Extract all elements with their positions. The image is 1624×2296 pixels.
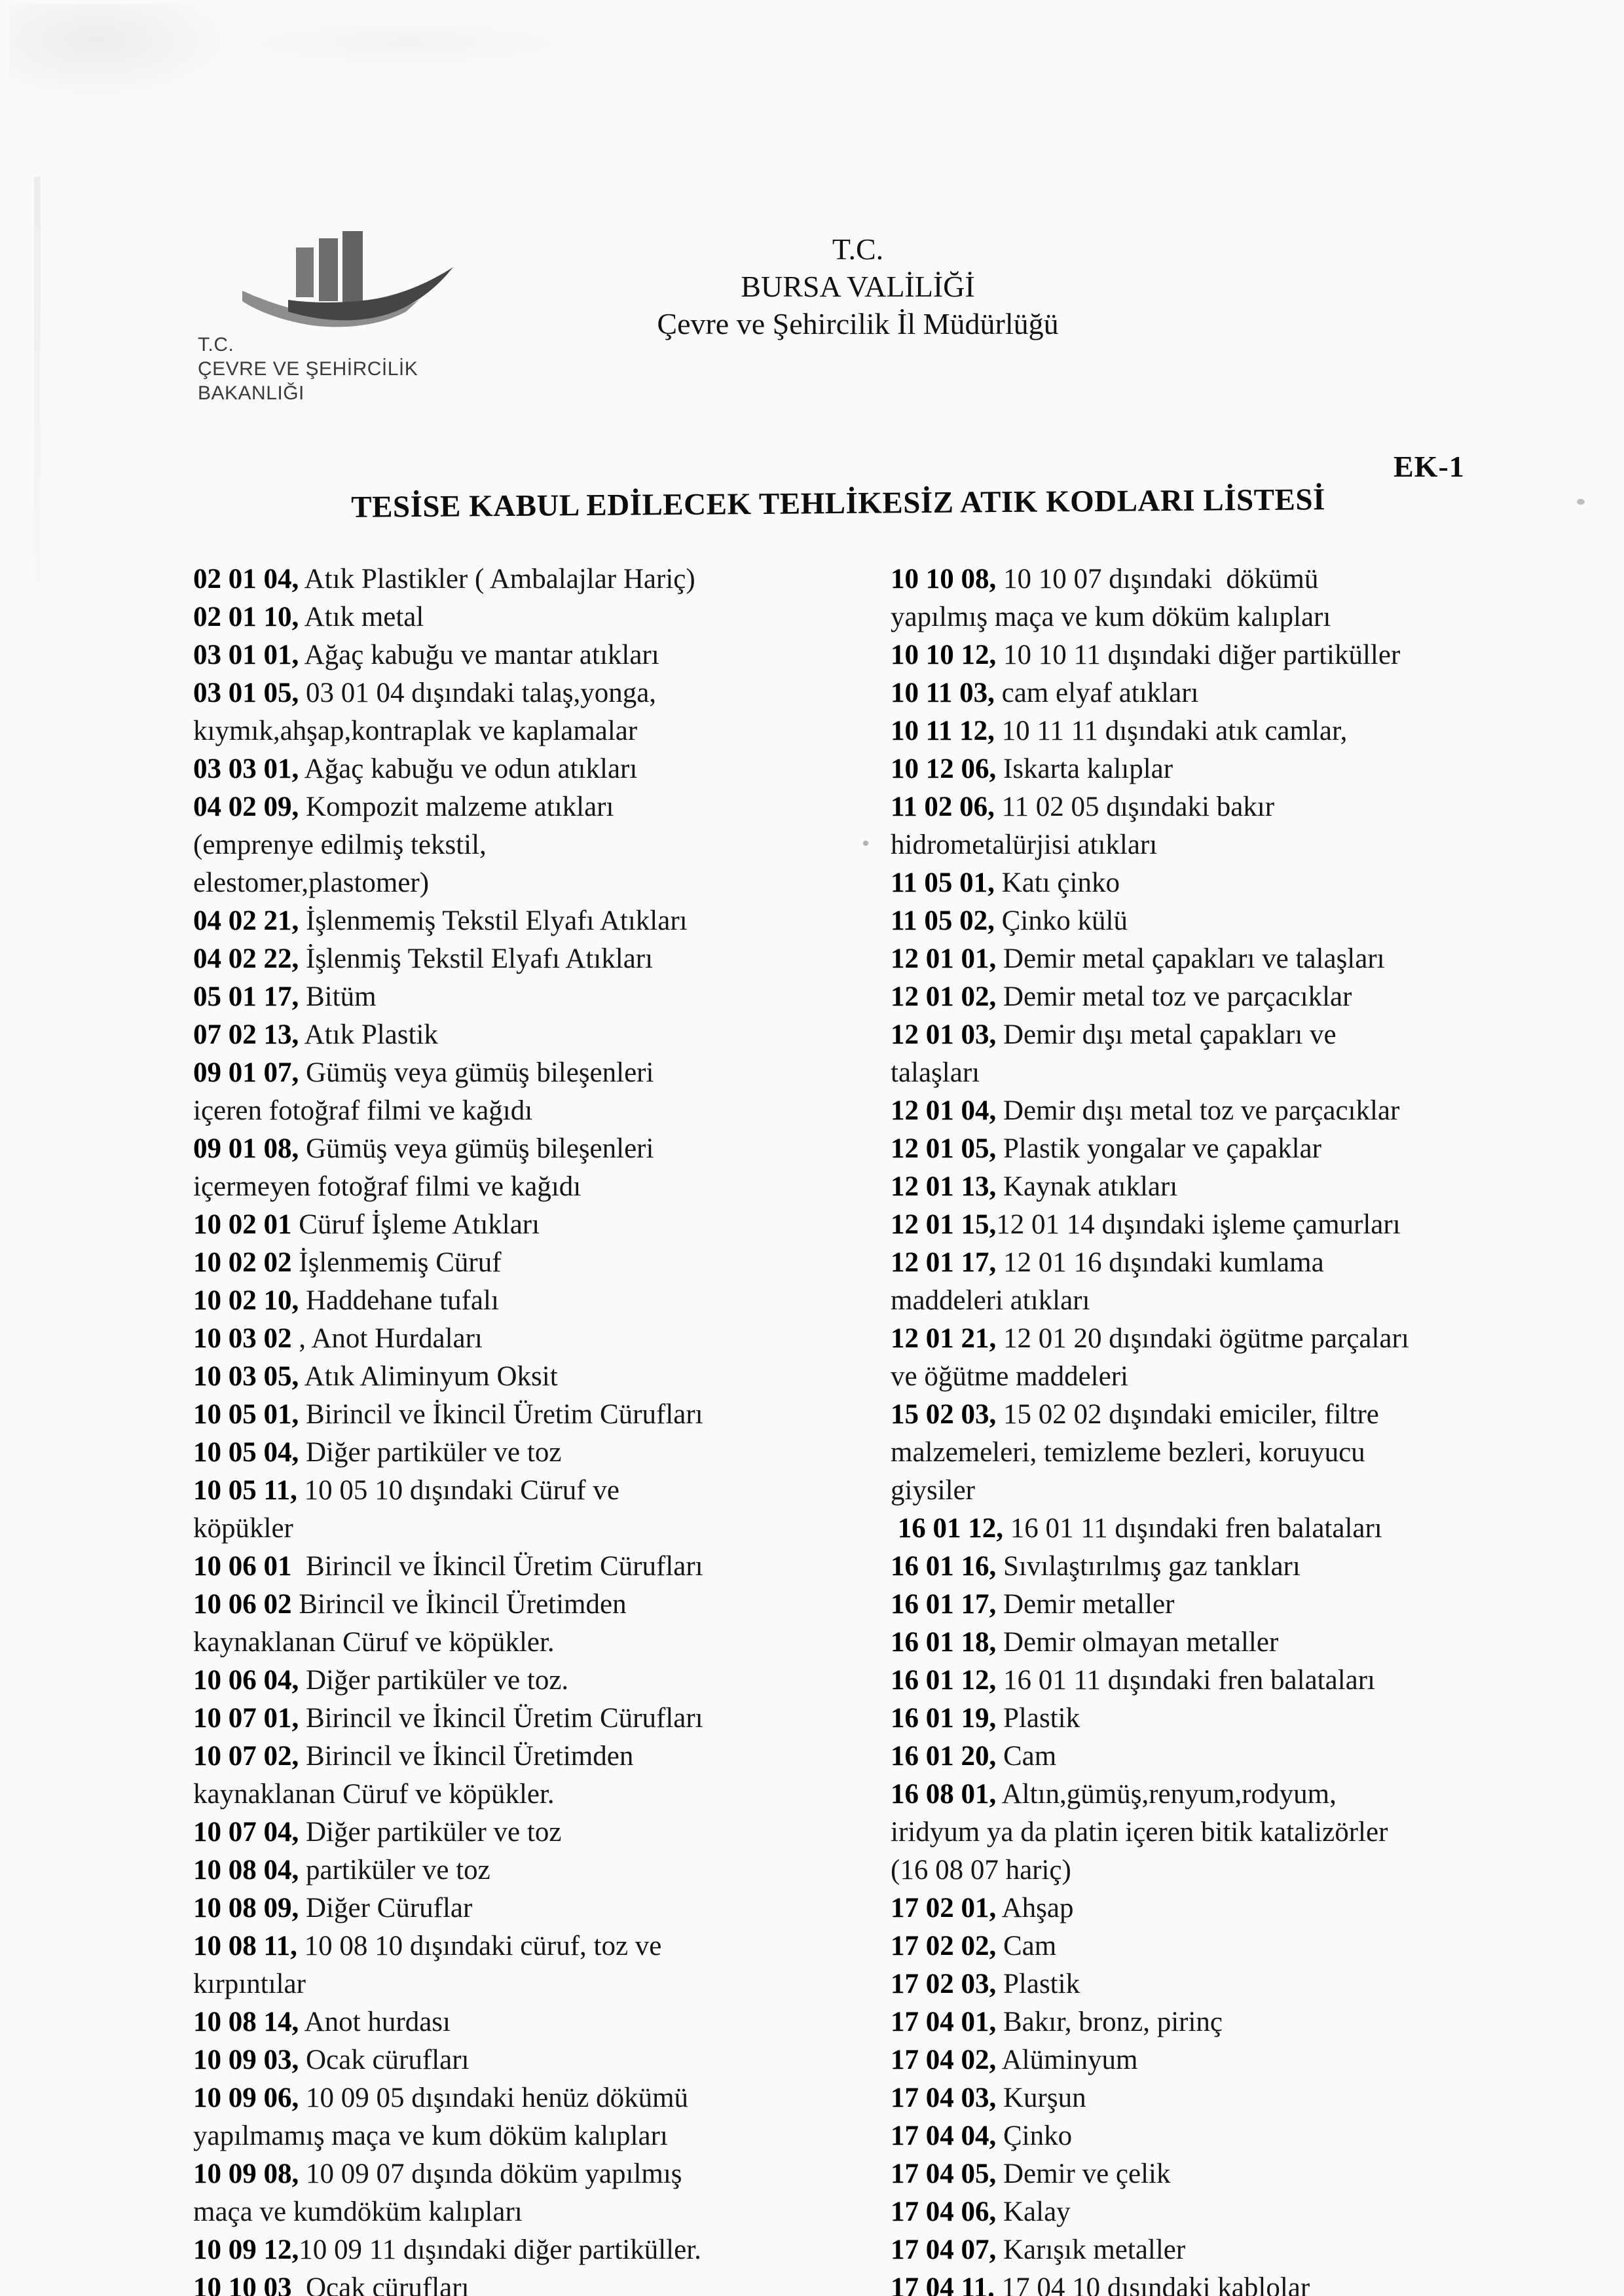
waste-code: 16 01 19, [891,1703,997,1734]
waste-description: Cüruf İşleme Atıkları [291,1209,540,1240]
waste-code-line [193,1130,848,1168]
waste-code-line [891,1851,1585,1889]
waste-code: 16 01 20, [891,1741,997,1772]
waste-code-line [891,560,1585,598]
waste-code-line [193,1662,848,1700]
waste-code-line [891,1244,1585,1282]
waste-description: kırpıntılar [193,1969,306,1999]
waste-description: Plastik [996,1703,1080,1734]
waste-code: 10 09 06, [193,2083,299,2113]
waste-description: İşlenmemiş Tekstil Elyafı Atıkları [299,905,688,936]
waste-description: Plastik [996,1969,1080,1999]
waste-code-line [193,2041,848,2079]
waste-description: 03 01 04 dışındaki talaş,yonga, [299,678,657,708]
waste-description: Demir dışı metal çapakları ve [996,1019,1337,1050]
waste-description: Demir ve çelik [996,2159,1171,2189]
waste-code: 03 01 01, [193,640,299,670]
waste-code: 12 01 01, [891,943,997,974]
waste-code-line [891,674,1585,712]
waste-description: içeren fotoğraf filmi ve kağıdı [193,1095,533,1126]
waste-description: 15 02 02 dışındaki emiciler, filtre [996,1399,1379,1430]
waste-description: Demir metaller [996,1589,1175,1620]
waste-code-line [891,1282,1585,1320]
waste-code: 12 01 15, [891,1209,997,1240]
waste-code-column-left [193,560,848,2296]
waste-code-line [891,902,1585,940]
waste-description: talaşları [891,1057,980,1088]
waste-code-line [891,864,1585,902]
waste-code: 17 04 02, [891,2045,997,2075]
waste-code-line [891,826,1585,864]
waste-code-line [193,1168,848,1206]
waste-code: 17 04 05, [891,2159,997,2189]
waste-code-line [193,1092,848,1130]
waste-code: 16 01 18, [891,1627,997,1658]
waste-description: Diğer partiküler ve toz [299,1437,562,1468]
waste-code: 04 02 21, [193,905,299,936]
waste-code-line [193,1282,848,1320]
waste-code: 10 11 12, [891,716,995,746]
waste-code-line [193,2117,848,2155]
waste-code: 12 01 05, [891,1133,997,1164]
waste-code: 10 05 04, [193,1437,299,1468]
waste-code: 12 01 02, [891,981,997,1012]
waste-code-line [891,1776,1585,1813]
waste-description: Birincil ve İkincil Üretimden [299,1741,634,1772]
waste-code-line [193,1586,848,1624]
waste-description: Atık Plastikler ( Ambalajlar Hariç) [299,564,695,594]
waste-description: Birincil ve İkincil Üretim Cürufları [299,1399,703,1430]
waste-code: 10 08 14, [193,2007,299,2037]
waste-description: köpükler [193,1513,293,1544]
waste-code: 12 01 17, [891,1247,997,1278]
waste-code-line [891,2003,1585,2041]
waste-code: 10 07 01, [193,1703,299,1734]
waste-description: Ocak cürufları [291,2272,470,2296]
waste-code-line [193,864,848,902]
waste-description: iridyum ya da platin içeren bitik katalizörler [891,1817,1388,1848]
waste-code: 04 02 09, [193,792,299,822]
waste-description: malzemeleri, temizleme bezleri, koruyucu [891,1437,1365,1468]
waste-description: Kaynak atıkları [996,1171,1178,1202]
waste-code: 17 02 01, [891,1893,997,1923]
waste-code: 11 05 02, [891,905,995,936]
waste-code-line [193,2231,848,2269]
letterhead-directorate: Çevre ve Şehircilik İl Müdürlüğü [657,307,1059,340]
waste-description: 10 08 10 dışındaki cüruf, toz ve [297,1931,662,1961]
waste-code-line [193,712,848,750]
waste-description: elestomer,plastomer) [193,867,430,898]
waste-description: Ahşap [996,1893,1074,1923]
waste-description: Demir dışı metal toz ve parçacıklar [996,1095,1400,1126]
document-title: TESİSE KABUL EDİLECEK TEHLİKESİZ ATIK KODLARI LİSTESİ [351,483,1325,524]
waste-code: 10 07 02, [193,1741,299,1772]
waste-code: 10 05 01, [193,1399,299,1430]
waste-code: 12 01 04, [891,1095,997,1126]
waste-description: Bakır, bronz, pirinç [996,2007,1223,2037]
waste-description: Diğer Cüruflar [299,1893,473,1923]
waste-code: 10 08 04, [193,1855,299,1886]
waste-code-line [891,1320,1585,1358]
waste-description: (16 08 07 hariç) [891,1855,1071,1886]
waste-code: 10 02 02 [193,1247,292,1278]
waste-code: 10 10 12, [891,640,997,670]
scan-artifact [863,841,868,846]
logo-tc: T.C. [198,334,234,355]
waste-description: Atık Plastik [299,1019,438,1050]
waste-code: 02 01 04, [193,564,299,594]
waste-code-line [891,712,1585,750]
waste-description: 10 05 10 dışındaki Cüruf ve [297,1475,619,1506]
scan-artifact [9,4,225,96]
waste-code: 10 09 03, [193,2045,299,2075]
waste-description: 10 11 11 dışındaki atık camlar, [994,716,1348,746]
waste-description: 11 02 05 dışındaki bakır [994,792,1275,822]
waste-code-line [891,1092,1585,1130]
waste-code-line [891,750,1585,788]
waste-code-line [891,1624,1585,1662]
waste-description: partiküler ve toz [299,1855,490,1886]
waste-description: Diğer partiküler ve toz. [299,1665,569,1696]
waste-code-line [891,2231,1585,2269]
waste-code: 10 07 04, [193,1817,299,1848]
ministry-logo-text [198,333,418,405]
waste-code-line [891,598,1585,636]
waste-code-line [891,1434,1585,1472]
waste-code-line [891,940,1585,978]
waste-code-line [193,1548,848,1586]
waste-code-line [193,674,848,712]
waste-description: içermeyen fotoğraf filmi ve kağıdı [193,1171,581,1202]
waste-code-line [193,788,848,826]
scan-artifact [223,17,589,69]
logo-ministry-line1: ÇEVRE VE ŞEHİRCİLİK [198,358,418,380]
letterhead-governorship: BURSA VALİLİĞİ [741,270,975,303]
waste-code-line [891,1700,1585,1738]
annex-label: EK-1 [1393,450,1465,483]
waste-description: Kurşun [996,2083,1086,2113]
waste-description: Cam [996,1931,1057,1961]
waste-code: 09 01 07, [193,1057,299,1088]
waste-description: Ağaç kabuğu ve odun atıkları [299,754,638,784]
waste-description: Çinko külü [994,905,1128,936]
waste-code-line [193,1054,848,1092]
waste-code-line [193,750,848,788]
waste-code-line [193,636,848,674]
waste-code-line [193,1320,848,1358]
waste-description: Diğer partiküler ve toz [299,1817,562,1848]
waste-description: 16 01 11 dışındaki fren balataları [1003,1513,1382,1544]
waste-description: Plastik yongalar ve çapaklar [996,1133,1321,1164]
waste-code-line [891,1586,1585,1624]
waste-code-line [193,598,848,636]
logo-ministry-line2: BAKANLIĞI [198,382,304,404]
waste-code-line [891,1358,1585,1396]
waste-description: hidrometalürjisi atıkları [891,829,1158,860]
waste-code-line [193,2079,848,2117]
waste-code: 12 01 13, [891,1171,997,1202]
waste-code-line [193,1851,848,1889]
waste-code: 04 02 22, [193,943,299,974]
waste-code-line [193,1624,848,1662]
waste-code-line [193,1358,848,1396]
waste-code: 10 08 11, [193,1931,297,1961]
waste-description: Gümüş veya gümüş bileşenleri [299,1133,654,1164]
waste-code: 07 02 13, [193,1019,299,1050]
waste-code-line [193,1396,848,1434]
waste-code-line [193,1016,848,1054]
waste-description: Ocak cürufları [299,2045,470,2075]
waste-description: İşlenmemiş Cüruf [291,1247,502,1278]
waste-code: 15 02 03, [891,1399,997,1430]
waste-description: 10 10 11 dışındaki diğer partiküller [996,640,1401,670]
waste-code-column-right [891,560,1585,2296]
waste-code: 10 03 05, [193,1361,299,1392]
waste-code-line [891,2193,1585,2231]
waste-code-line [193,1434,848,1472]
waste-code-line [891,2117,1585,2155]
waste-code-line [193,1965,848,2003]
letterhead [511,230,1205,342]
waste-code-line [193,1510,848,1548]
waste-description: Bitüm [299,981,377,1012]
waste-code-line [193,1738,848,1776]
waste-code-line [193,1244,848,1282]
waste-code-line [193,2003,848,2041]
waste-code: 02 01 10, [193,602,299,632]
waste-code-line [193,1927,848,1965]
waste-code-line [193,1776,848,1813]
waste-description: Altın,gümüş,renyum,rodyum, [996,1779,1337,1810]
waste-code-line [193,940,848,978]
waste-code: 10 03 02 [193,1323,292,1354]
waste-code-line [193,1700,848,1738]
waste-code-line [193,902,848,940]
waste-code-line [891,1168,1585,1206]
waste-description: Iskarta kalıplar [996,754,1173,784]
waste-code-line [891,2041,1585,2079]
waste-code: 17 04 06, [891,2196,997,2227]
waste-code-line [891,2155,1585,2193]
waste-description: (emprenye edilmiş tekstil, [193,829,487,860]
waste-code: 16 01 17, [891,1589,997,1620]
waste-code: 03 03 01, [193,754,299,784]
waste-description: 10 09 07 dışında döküm yapılmış [299,2159,682,2189]
waste-description: Demir olmayan metaller [996,1627,1279,1658]
waste-code-line [193,1472,848,1510]
waste-description: 16 01 11 dışındaki fren balataları [996,1665,1375,1696]
waste-code: 17 04 01, [891,2007,997,2037]
waste-code-line [193,978,848,1016]
waste-code-line [891,1738,1585,1776]
waste-code: 10 06 02 [193,1589,292,1620]
waste-code: 10 10 08, [891,564,997,594]
waste-description: Kompozit malzeme atıkları [299,792,614,822]
waste-description: Atık Aliminyum Oksit [299,1361,558,1392]
waste-description: Atık metal [299,602,424,632]
waste-code-line [891,1889,1585,1927]
waste-code-line [891,2079,1585,2117]
waste-description: Gümüş veya gümüş bileşenleri [299,1057,654,1088]
waste-description: kıymık,ahşap,kontraplak ve kaplamalar [193,716,638,746]
waste-code-line [891,978,1585,1016]
waste-code-line [891,1130,1585,1168]
waste-code: 05 01 17, [193,981,299,1012]
waste-code: 17 04 11. [891,2272,995,2296]
waste-description: Demir metal toz ve parçacıklar [996,981,1352,1012]
waste-code-line [891,1054,1585,1092]
waste-description: 17 04 10 dısındaki kablolar [994,2272,1310,2296]
waste-code: 10 05 11, [193,1475,297,1506]
waste-description: giysiler [891,1475,975,1506]
waste-description: kaynaklanan Cüruf ve köpükler. [193,1627,555,1658]
waste-code-line [891,1662,1585,1700]
waste-code: 10 09 08, [193,2159,299,2189]
waste-code-line [891,2269,1585,2296]
waste-code: 10 02 01 [193,1209,292,1240]
waste-description: Haddehane tufalı [299,1285,499,1316]
waste-code: 11 02 06, [891,792,995,822]
waste-description: maddeleri atıkları [891,1285,1090,1316]
waste-description: Cam [996,1741,1057,1772]
waste-description: Alüminyum [996,2045,1138,2075]
waste-description: yapılmış maça ve kum döküm kalıpları [891,602,1331,632]
waste-code-line [891,1016,1585,1054]
waste-code: 10 10 03 [193,2272,292,2296]
waste-description: 10 10 07 dışındaki dökümü [996,564,1319,594]
waste-code: 17 04 07, [891,2234,997,2265]
waste-description: Çinko [996,2121,1073,2151]
waste-description: , Anot Hurdaları [291,1323,483,1354]
waste-description: kaynaklanan Cüruf ve köpükler. [193,1779,555,1810]
waste-code-line [891,1206,1585,1244]
waste-description: Birincil ve İkincil Üretimden [291,1589,627,1620]
waste-description: Katı çinko [994,867,1120,898]
waste-description: 12 01 16 dışındaki kumlama [996,1247,1324,1278]
waste-code-line [891,1472,1585,1510]
waste-code-line [891,1965,1585,2003]
waste-code-line [891,1927,1585,1965]
waste-code-line [891,788,1585,826]
waste-description: 10 09 05 dışındaki henüz dökümü [299,2083,689,2113]
waste-code: 17 04 04, [891,2121,997,2151]
waste-code-line [193,2155,848,2193]
letterhead-tc: T.C. [832,232,884,266]
waste-code: 10 06 01 [193,1551,292,1582]
waste-code: 12 01 03, [891,1019,997,1050]
waste-code: 03 01 05, [193,678,299,708]
waste-code-line [193,1889,848,1927]
waste-description: Karışık metaller [996,2234,1186,2265]
waste-code: 17 02 03, [891,1969,997,1999]
waste-description: İşlenmiş Tekstil Elyafı Atıkları [299,943,654,974]
waste-description: maça ve kumdöküm kalıpları [193,2196,523,2227]
waste-code: 12 01 21, [891,1323,997,1354]
waste-code-line [193,1813,848,1851]
waste-code-line [193,1206,848,1244]
waste-code: 17 02 02, [891,1931,997,1961]
waste-code-line [193,2193,848,2231]
waste-description: Ağaç kabuğu ve mantar atıkları [299,640,659,670]
waste-description: yapılmamış maça ve kum döküm kalıpları [193,2121,668,2151]
waste-description: Sıvılaştırılmış gaz tankları [996,1551,1301,1582]
waste-description: 12 01 20 dışındaki ögütme parçaları [996,1323,1409,1354]
waste-code: 11 05 01, [891,867,995,898]
waste-code: 16 08 01, [891,1779,997,1810]
waste-code: 10 06 04, [193,1665,299,1696]
ministry-logo-icon [242,228,458,339]
waste-description: Birincil ve İkincil Üretim Cürufları [291,1551,703,1582]
waste-code-line [891,1510,1585,1548]
waste-code: 09 01 08, [193,1133,299,1164]
waste-code: 10 09 12, [193,2234,299,2265]
waste-code-line [193,560,848,598]
waste-description: 10 09 11 dışındaki diğer partiküller. [299,2234,701,2265]
waste-description: 12 01 14 dışındaki işleme çamurları [996,1209,1401,1240]
waste-code: 10 11 03, [891,678,995,708]
waste-description: cam elyaf atıkları [994,678,1199,708]
waste-description: Kalay [996,2196,1071,2227]
waste-code: 10 02 10, [193,1285,299,1316]
waste-code-line [193,2269,848,2296]
waste-code-line [891,1813,1585,1851]
waste-code-line [891,1396,1585,1434]
waste-description: Birincil ve İkincil Üretim Cürufları [299,1703,703,1734]
waste-code: 17 04 03, [891,2083,997,2113]
waste-code: 10 08 09, [193,1893,299,1923]
waste-code-line [891,636,1585,674]
waste-code: 10 12 06, [891,754,997,784]
waste-description: Demir metal çapakları ve talaşları [996,943,1385,974]
waste-description: ve öğütme maddeleri [891,1361,1128,1392]
waste-code-line [193,826,848,864]
waste-code: 16 01 12, [891,1665,997,1696]
waste-code: 16 01 12, [891,1513,1003,1544]
waste-code-line [891,1548,1585,1586]
waste-code: 16 01 16, [891,1551,997,1582]
waste-description: Anot hurdası [299,2007,451,2037]
